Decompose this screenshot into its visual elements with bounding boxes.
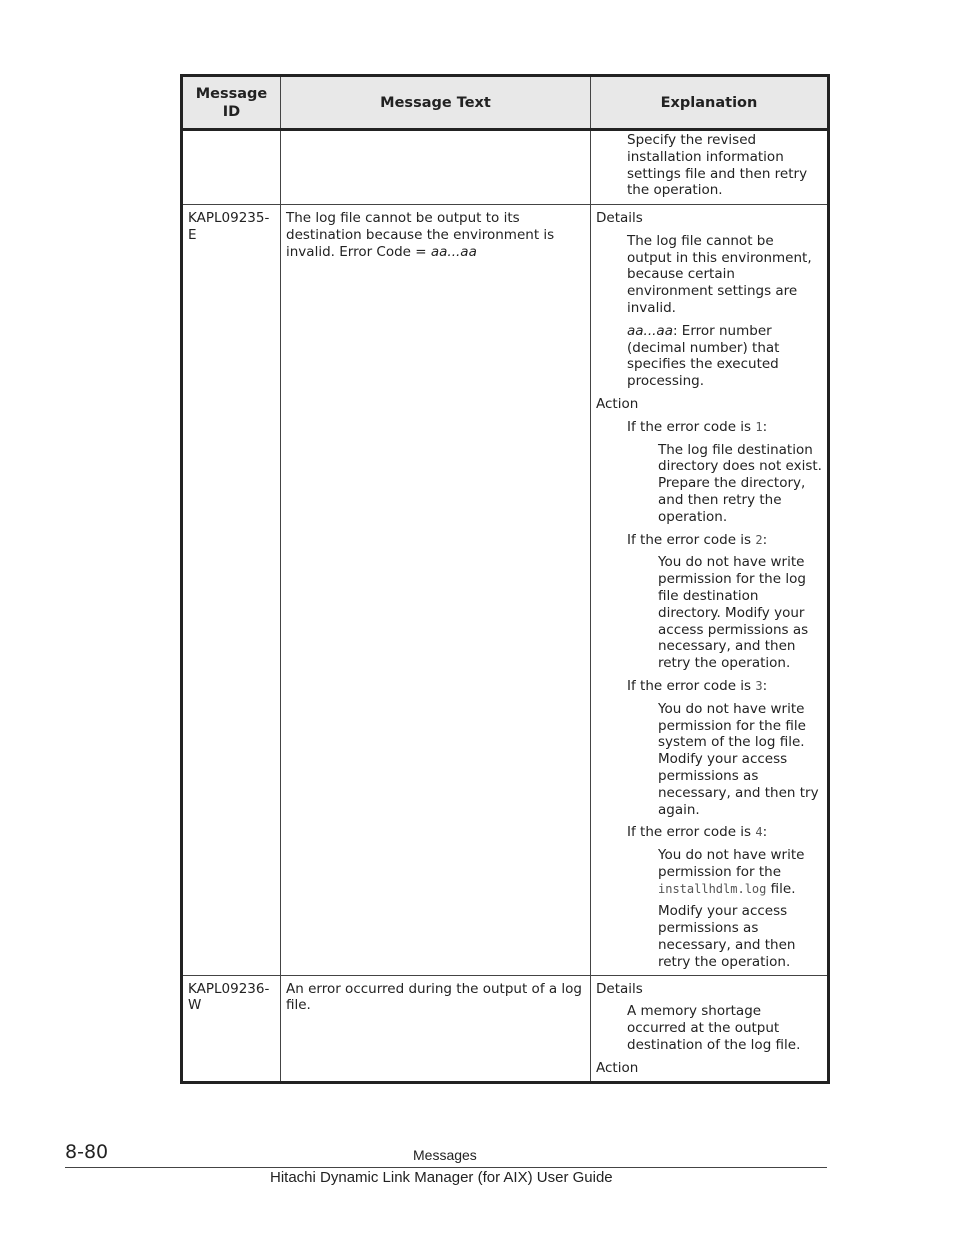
action-label: Action <box>596 395 639 412</box>
footer-divider <box>65 1167 827 1168</box>
error-case-4-description <box>596 847 822 897</box>
explanation-cell <box>591 130 829 205</box>
error-code: 3 <box>755 678 763 693</box>
header-message-text: Message Text <box>281 76 591 130</box>
table-row <box>182 130 829 205</box>
message-text: The log file cannot be output to its destination because the environment is invalid. Error Code = <box>286 210 555 260</box>
description-text: You do not have write permission for the <box>658 847 805 880</box>
case-prefix: If the error code is <box>627 418 756 435</box>
details-label: Details <box>596 980 643 997</box>
page-number: 8-80 <box>65 1141 109 1163</box>
error-case-1-description: The log file destination directory does not exist. Prepare the directory, and then retry the operation. <box>658 441 822 525</box>
error-case-3 <box>596 678 822 695</box>
case-prefix: If the error code is <box>627 677 756 694</box>
message-text-cell <box>281 205 591 976</box>
variable-name: aa...aa <box>627 322 673 339</box>
header-message-id: Message ID <box>182 76 281 130</box>
section-name: Messages <box>413 1147 477 1163</box>
variable-text: : Error number (decimal number) that specifies the executed processing. <box>627 322 780 390</box>
case-suffix: : <box>762 531 768 548</box>
table-row <box>182 205 829 976</box>
variable-description <box>596 323 822 390</box>
details-text: The log file cannot be output in this environment, because certain environment settings are invalid. <box>627 232 812 316</box>
case-suffix: : <box>762 418 768 435</box>
file-name: installhdlm.log <box>658 881 767 896</box>
error-case-3-description: You do not have write permission for the file system of the log file. Modify your access permissions as necessary, and then try again. <box>658 700 819 818</box>
details-label: Details <box>596 210 643 226</box>
explanation-cell <box>591 205 829 976</box>
description-text: file. <box>766 880 796 897</box>
message-text-cell: An error occurred during the output of a log file. <box>281 975 591 1082</box>
error-case-4 <box>596 824 822 841</box>
case-suffix: : <box>762 677 768 694</box>
details-text: A memory shortage occurred at the output destination of the log file. <box>627 1003 801 1054</box>
error-case-2-description: You do not have write permission for the log file destination directory. Modify your access permissions as necessary, and then retry the operation. <box>658 554 809 672</box>
message-table <box>180 74 830 1084</box>
case-prefix: If the error code is <box>627 824 756 841</box>
message-id-cell: KAPL09236-W <box>182 975 281 1082</box>
header-row <box>182 76 829 130</box>
error-case-4-action: Modify your access permissions as necessary, and then retry the operation. <box>658 903 796 970</box>
error-case-1 <box>596 419 822 436</box>
error-case-2 <box>596 532 822 549</box>
error-code: 1 <box>755 419 763 434</box>
message-text-cell <box>281 130 591 205</box>
explanation-cell <box>591 975 829 1082</box>
table-row <box>182 975 829 1082</box>
guide-title: Hitachi Dynamic Link Manager (for AIX) User Guide <box>270 1169 613 1186</box>
message-id-cell <box>182 130 281 205</box>
error-code: 4 <box>755 825 763 840</box>
explanation-continued: Specify the revised installation information settings file and then retry the operation. <box>627 132 808 199</box>
error-code: 2 <box>755 532 763 547</box>
case-prefix: If the error code is <box>627 531 756 548</box>
header-explanation: Explanation <box>591 76 829 130</box>
case-suffix: : <box>762 824 768 841</box>
message-id-cell: KAPL09235-E <box>182 205 281 976</box>
action-label: Action <box>596 1059 639 1076</box>
error-code-variable: aa...aa <box>430 243 477 260</box>
